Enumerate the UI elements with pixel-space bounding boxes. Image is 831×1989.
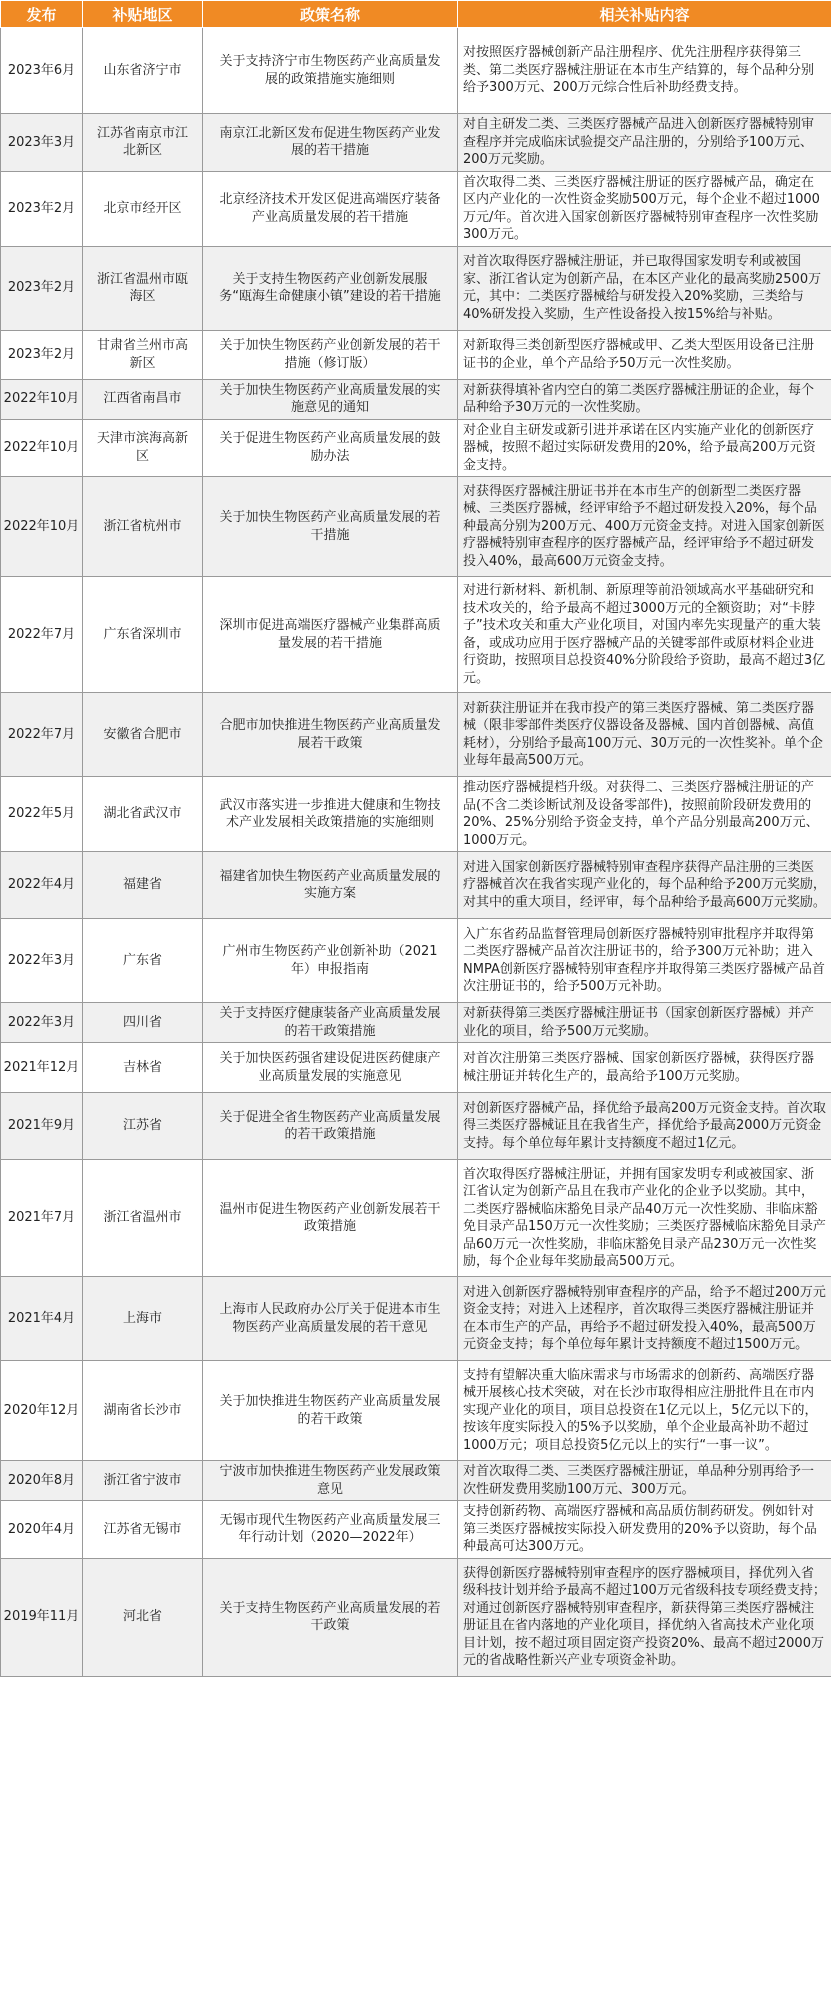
- cell-date: 2021年4月: [1, 1277, 83, 1361]
- cell-region: 江苏省无锡市: [83, 1501, 203, 1559]
- cell-subsidy-content: 支持有望解决重大临床需求与市场需求的创新药、高端医疗器械开展核心技术突破，对在长沙市取得相应注册批件且在市内实现产业化的项目，项目总投资在1亿元以上，5亿元以下的，按该年度实际投入的5%予以奖励，单个企业最高补助不超过1000万元；项目总投资5亿元以上的实行“一事一议”。: [458, 1361, 831, 1461]
- cell-region: 山东省济宁市: [83, 28, 203, 114]
- cell-policy-name: 关于加快医药强省建设促进医药健康产业高质量发展的实施意见: [203, 1043, 458, 1093]
- cell-region: 北京市经开区: [83, 171, 203, 246]
- table-row: [1, 1461, 831, 1501]
- cell-date: 2022年10月: [1, 379, 83, 419]
- cell-date: 2022年3月: [1, 1003, 83, 1043]
- cell-subsidy-content: 对自主研发二类、三类医疗器械产品进入创新医疗器械特别审查程序并完成临床试验提交产品注册的，分别给予100万元、200万元奖励。: [458, 114, 831, 172]
- cell-policy-name: 关于加快生物医药产业高质量发展的实施意见的通知: [203, 379, 458, 419]
- cell-policy-name: 上海市人民政府办公厅关于促进本市生物医药产业高质量发展的若干意见: [203, 1277, 458, 1361]
- cell-date: 2022年4月: [1, 852, 83, 919]
- cell-subsidy-content: 获得创新医疗器械特别审查程序的医疗器械项目，择优列入省级科技计划并给予最高不超过100万元省级科技专项经费支持；对通过创新医疗器械特别审查程序，新获得第三类医疗器械注册证且在省内落地的产业化项目，择优纳入省高技术产业化项目计划，按不超过项目固定资产投资20%、最高不超过2000万元的省战略性新兴产业专项资金补助。: [458, 1558, 831, 1676]
- cell-date: 2022年7月: [1, 577, 83, 693]
- cell-date: 2022年7月: [1, 693, 83, 777]
- cell-policy-name: 深圳市促进高端医疗器械产业集群高质量发展的若干措施: [203, 577, 458, 693]
- cell-policy-name: 无锡市现代生物医药产业高质量发展三年行动计划（2020—2022年）: [203, 1501, 458, 1559]
- cell-region: 吉林省: [83, 1043, 203, 1093]
- cell-subsidy-content: 对新获得第三类医疗器械注册证书（国家创新医疗器械）并产业化的项目，给予500万元奖励。: [458, 1003, 831, 1043]
- table-row: [1, 1160, 831, 1277]
- table-row: [1, 477, 831, 577]
- cell-region: 安徽省合肥市: [83, 693, 203, 777]
- cell-subsidy-content: 对创新医疗器械产品，择优给予最高200万元资金支持。首次取得三类医疗器械证且在我省生产，择优给予最高2000万元资金支持。每个单位每年累计支持额度不超过1亿元。: [458, 1093, 831, 1160]
- cell-region: 天津市滨海高新区: [83, 419, 203, 477]
- cell-region: 浙江省温州市: [83, 1160, 203, 1277]
- cell-subsidy-content: 对进行新材料、新机制、新原理等前沿领域高水平基础研究和技术攻关的，给予最高不超过3000万元的全额资助；对“卡脖子”技术攻关和重大产业化项目，对国内率先实现量产的重大装备，或成功应用于医疗器械产品的关键零部件或原材料企业进行资助，按照项目总投资40%分阶段给予资助，最高不超过3亿元。: [458, 577, 831, 693]
- table-row: [1, 28, 831, 114]
- header-region: 补贴地区: [83, 1, 203, 28]
- cell-region: 江苏省南京市江北新区: [83, 114, 203, 172]
- cell-subsidy-content: 推动医疗器械提档升级。对获得二、三类医疗器械注册证的产品(不含二类诊断试剂及设备零部件)，按照前阶段研发费用的20%、25%分别给予资金支持，单个产品分别最高200万元、1000万元。: [458, 777, 831, 852]
- header-row: [1, 1, 831, 28]
- cell-region: 江西省南昌市: [83, 379, 203, 419]
- table-row: [1, 1043, 831, 1093]
- cell-subsidy-content: 首次取得医疗器械注册证，并拥有国家发明专利或被国家、浙江省认定为创新产品且在我市产业化的企业予以奖励。其中，二类医疗器械临床豁免目录产品40万元一次性奖励、非临床豁免目录产品150万元一次性奖励；三类医疗器械临床豁免目录产品60万元一次性奖励，非临床豁免目录产品230万元一次性奖励，每个企业每年奖励最高500万元。: [458, 1160, 831, 1277]
- cell-policy-name: 合肥市加快推进生物医药产业高质量发展若干政策: [203, 693, 458, 777]
- table-row: [1, 577, 831, 693]
- cell-date: 2022年10月: [1, 477, 83, 577]
- cell-region: 甘肃省兰州市高新区: [83, 330, 203, 379]
- cell-subsidy-content: 对进入国家创新医疗器械特别审查程序获得产品注册的三类医疗器械首次在我省实现产业化的，每个品种给予200万元奖励，对其中的重大项目，经评审，每个品种给予最高600万元奖励。: [458, 852, 831, 919]
- cell-policy-name: 关于加快推进生物医药产业高质量发展的若干政策: [203, 1361, 458, 1461]
- cell-date: 2023年2月: [1, 246, 83, 330]
- cell-region: 广东省深圳市: [83, 577, 203, 693]
- cell-region: 浙江省宁波市: [83, 1461, 203, 1501]
- cell-subsidy-content: 对首次注册第三类医疗器械、国家创新医疗器械，获得医疗器械注册证并转化生产的，最高给予100万元奖励。: [458, 1043, 831, 1093]
- table-row: [1, 1003, 831, 1043]
- cell-policy-name: 关于支持医疗健康装备产业高质量发展的若干政策措施: [203, 1003, 458, 1043]
- header-policy-name: 政策名称: [203, 1, 458, 28]
- cell-date: 2021年7月: [1, 1160, 83, 1277]
- table-row: [1, 919, 831, 1003]
- table-row: [1, 379, 831, 419]
- table-row: [1, 171, 831, 246]
- cell-policy-name: 宁波市加快推进生物医药产业发展政策意见: [203, 1461, 458, 1501]
- cell-subsidy-content: 对企业自主研发或新引进并承诺在区内实施产业化的创新医疗器械，按照不超过实际研发费用的20%，给予最高200万元资金支持。: [458, 419, 831, 477]
- cell-region: 四川省: [83, 1003, 203, 1043]
- table-row: [1, 1501, 831, 1559]
- cell-date: 2022年10月: [1, 419, 83, 477]
- table-row: [1, 246, 831, 330]
- cell-subsidy-content: 支持创新药物、高端医疗器械和高品质仿制药研发。例如针对第三类医疗器械按实际投入研发费用的20%予以资助，每个品种最高可达300万元。: [458, 1501, 831, 1559]
- cell-date: 2020年8月: [1, 1461, 83, 1501]
- cell-date: 2020年12月: [1, 1361, 83, 1461]
- cell-policy-name: 关于促进全省生物医药产业高质量发展的若干政策措施: [203, 1093, 458, 1160]
- cell-date: 2021年9月: [1, 1093, 83, 1160]
- cell-date: 2023年2月: [1, 330, 83, 379]
- cell-region: 福建省: [83, 852, 203, 919]
- cell-region: 河北省: [83, 1558, 203, 1676]
- table-row: [1, 419, 831, 477]
- cell-policy-name: 关于促进生物医药产业高质量发展的鼓励办法: [203, 419, 458, 477]
- cell-region: 浙江省杭州市: [83, 477, 203, 577]
- cell-subsidy-content: 对首次取得医疗器械注册证，并已取得国家发明专利或被国家、浙江省认定为创新产品，在本区产业化的最高奖励2500万元，其中：二类医疗器械给与研发投入20%奖励，三类给与40%研发投入奖励，生产性设备投入按15%给与补贴。: [458, 246, 831, 330]
- cell-region: 广东省: [83, 919, 203, 1003]
- cell-policy-name: 关于加快生物医药产业创新发展的若干措施（修订版）: [203, 330, 458, 379]
- table-row: [1, 330, 831, 379]
- cell-region: 上海市: [83, 1277, 203, 1361]
- cell-region: 浙江省温州市瓯海区: [83, 246, 203, 330]
- cell-policy-name: 关于支持济宁市生物医药产业高质量发展的政策措施实施细则: [203, 28, 458, 114]
- cell-policy-name: 关于加快生物医药产业高质量发展的若干措施: [203, 477, 458, 577]
- cell-date: 2021年12月: [1, 1043, 83, 1093]
- table-row: [1, 777, 831, 852]
- table-row: [1, 1558, 831, 1676]
- cell-policy-name: 福建省加快生物医药产业高质量发展的实施方案: [203, 852, 458, 919]
- cell-subsidy-content: 对新获得填补省内空白的第二类医疗器械注册证的企业，每个品种给予30万元的一次性奖励。: [458, 379, 831, 419]
- cell-subsidy-content: 首次取得二类、三类医疗器械注册证的医疗器械产品，确定在区内产业化的一次性资金奖励500万元，每个企业不超过1000万元/年。首次进入国家创新医疗器械特别审查程序一次性奖励300万元。: [458, 171, 831, 246]
- cell-region: 江苏省: [83, 1093, 203, 1160]
- table-row: [1, 1093, 831, 1160]
- cell-date: 2022年5月: [1, 777, 83, 852]
- cell-date: 2023年3月: [1, 114, 83, 172]
- cell-subsidy-content: 对首次取得二类、三类医疗器械注册证，单品种分别再给予一次性研发费用奖励100万元、300万元。: [458, 1461, 831, 1501]
- cell-region: 湖南省长沙市: [83, 1361, 203, 1461]
- cell-subsidy-content: 对获得医疗器械注册证书并在本市生产的创新型二类医疗器械、三类医疗器械，经评审给予不超过研发投入20%，每个品种最高分别为200万元、400万元资金支持。对进入国家创新医疗器械特别审查程序的医疗器械产品，经评审给予不超过研发投入40%，最高600万元资金支持。: [458, 477, 831, 577]
- header-subsidy-content: 相关补贴内容: [458, 1, 831, 28]
- table-row: [1, 1361, 831, 1461]
- cell-date: 2023年6月: [1, 28, 83, 114]
- cell-policy-name: 广州市生物医药产业创新补助（2021年）申报指南: [203, 919, 458, 1003]
- cell-policy-name: 南京江北新区发布促进生物医药产业发展的若干措施: [203, 114, 458, 172]
- cell-date: 2022年3月: [1, 919, 83, 1003]
- header-date: 发布: [1, 1, 83, 28]
- cell-date: 2023年2月: [1, 171, 83, 246]
- cell-region: 湖北省武汉市: [83, 777, 203, 852]
- cell-subsidy-content: 对进入创新医疗器械特别审查程序的产品，给予不超过200万元资金支持；对进入上述程序，首次取得三类医疗器械注册证并在本市生产的产品，再给予不超过研发投入40%，最高500万元资金支持；每个单位每年累计支持额度不超过1500万元。: [458, 1277, 831, 1361]
- cell-policy-name: 武汉市落实进一步推进大健康和生物技术产业发展相关政策措施的实施细则: [203, 777, 458, 852]
- cell-date: 2020年4月: [1, 1501, 83, 1559]
- cell-subsidy-content: 对新获注册证并在我市投产的第三类医疗器械、第二类医疗器械（限非零部件类医疗仪器设备及器械、国内首创器械、高值耗材），分别给予最高100万元、30万元的一次性奖补。单个企业每年最高500万元。: [458, 693, 831, 777]
- cell-policy-name: 北京经济技术开发区促进高端医疗装备产业高质量发展的若干措施: [203, 171, 458, 246]
- cell-subsidy-content: 对新取得三类创新型医疗器械或甲、乙类大型医用设备已注册证书的企业，单个产品给予50万元一次性奖励。: [458, 330, 831, 379]
- table-row: [1, 852, 831, 919]
- table-body: [1, 28, 831, 1677]
- table-row: [1, 693, 831, 777]
- table-row: [1, 114, 831, 172]
- cell-subsidy-content: 对按照医疗器械创新产品注册程序、优先注册程序获得第三类、第二类医疗器械注册证在本市生产结算的，每个品种分别给予300万元、200万元综合性后补助经费支持。: [458, 28, 831, 114]
- cell-policy-name: 关于支持生物医药产业高质量发展的若干政策: [203, 1558, 458, 1676]
- cell-subsidy-content: 入广东省药品监督管理局创新医疗器械特别审批程序并取得第二类医疗器械产品首次注册证书的，给予300万元补助；进入NMPA创新医疗器械特别审查程序并取得第三类医疗器械产品首次注册证书的，给予500万元补助。: [458, 919, 831, 1003]
- table-header: [1, 1, 831, 28]
- table-row: [1, 1277, 831, 1361]
- cell-policy-name: 关于支持生物医药产业创新发展服务“瓯海生命健康小镇”建设的若干措施: [203, 246, 458, 330]
- cell-date: 2019年11月: [1, 1558, 83, 1676]
- cell-policy-name: 温州市促进生物医药产业创新发展若干政策措施: [203, 1160, 458, 1277]
